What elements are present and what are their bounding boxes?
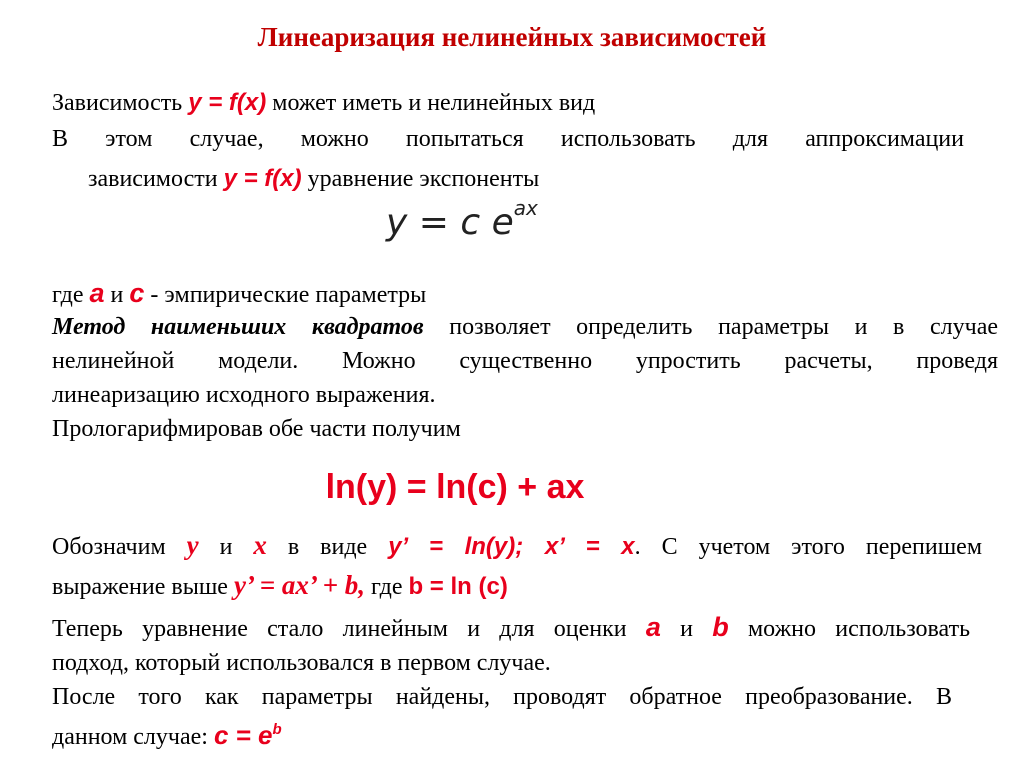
paragraph-method-line2: нелинейной модели. Можно существенно упростить расчеты, проведя	[52, 348, 998, 374]
slide-title: Линеаризация нелинейных зависимостей	[257, 22, 767, 52]
text: уравнение экспоненты	[301, 166, 540, 192]
formula-ln: ln(y) = ln(c) + ax	[325, 468, 585, 506]
var-x: x	[253, 530, 267, 560]
text: где	[52, 282, 90, 308]
var-c: c	[129, 278, 145, 308]
paragraph-method-line1	[52, 312, 998, 342]
text: выражение выше	[52, 574, 234, 600]
paragraph-approx-line2	[88, 164, 539, 194]
paragraph-dependency	[52, 88, 595, 118]
text: где	[364, 574, 409, 600]
text: и	[104, 282, 130, 308]
paragraph-approx-line1: В этом случае, можно попытаться использовать для аппроксимации	[52, 126, 964, 152]
text: зависимости	[88, 166, 224, 192]
math-substitution: y’ = ln(y); x’ = x	[388, 533, 635, 560]
text: можно использовать	[728, 616, 971, 642]
math-linear: y’ = ax’ + b,	[233, 570, 365, 600]
paragraph-log: Прологарифмировав обе части получим	[52, 416, 461, 442]
text: в виде	[266, 534, 389, 560]
var-b: b	[712, 612, 729, 642]
text: может иметь и нелинейных вид	[266, 90, 596, 116]
paragraph-inverse-line1: После того как параметры найдены, проводят обратное преобразование. В	[52, 684, 952, 710]
math-exponent-b: b	[272, 721, 282, 738]
formula-exponent: ax	[513, 196, 538, 220]
paragraph-linear-line2: подход, который использовался в первом случае.	[52, 650, 551, 676]
paragraph-linear-line1	[52, 612, 970, 644]
var-a: a	[89, 278, 105, 308]
var-a: a	[645, 612, 661, 642]
paragraph-inverse-line2	[52, 720, 282, 755]
text: - эмпирические параметры	[144, 282, 427, 308]
paragraph-method-line3: линеаризацию исходного выражения.	[52, 382, 436, 408]
paragraph-params	[52, 278, 426, 310]
text: данном случае:	[52, 724, 214, 750]
formula-base: y = c e	[386, 202, 514, 243]
math-y-fx: y = f(x)	[223, 165, 302, 192]
text: . С учетом этого перепишем	[634, 534, 983, 560]
text: и	[660, 616, 713, 642]
math-c-eb: c = e	[213, 720, 273, 750]
paragraph-substitution-line1	[52, 530, 982, 562]
text: и	[198, 534, 254, 560]
text: Зависимость	[52, 90, 189, 116]
var-y: y	[186, 530, 199, 560]
math-y-fx: y = f(x)	[188, 89, 267, 116]
text: Обозначим	[52, 534, 187, 560]
method-name: Метод наименьших квадратов	[52, 314, 424, 340]
paragraph-substitution-line2	[52, 570, 508, 602]
text: позволяет определить параметры и в случае	[423, 314, 998, 340]
formula-exponential	[386, 196, 538, 243]
text: Теперь уравнение стало линейным и для оценки	[52, 616, 646, 642]
math-b-ln-c: b = ln (c)	[408, 573, 508, 600]
